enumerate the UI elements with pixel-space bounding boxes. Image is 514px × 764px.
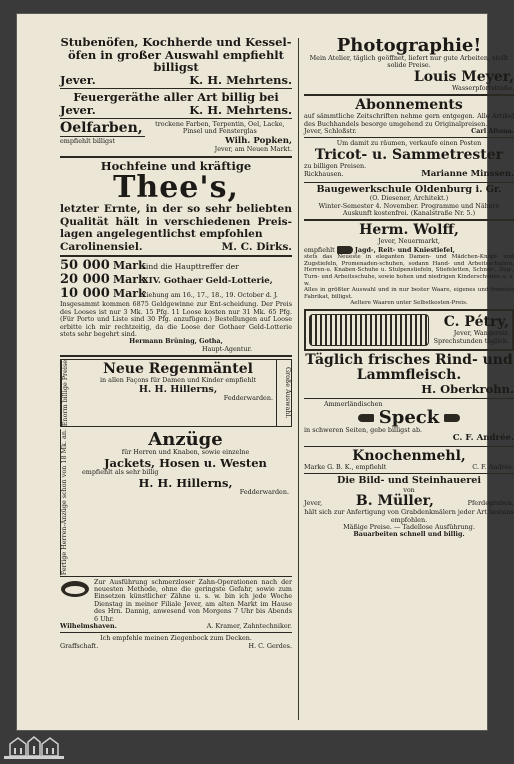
- ad-tea-name: M. C. Dirks.: [221, 240, 292, 253]
- ad-raincoats-text: in allen Façons für Damen und Kinder empfiehlt: [99, 376, 257, 385]
- divider: [60, 255, 292, 257]
- ad-stoves-name: K. H. Mehrtens.: [189, 72, 292, 87]
- divider: [304, 473, 514, 474]
- ad-meat-title: Täglich frisches Rind- und Lammfleisch.: [305, 352, 513, 384]
- ad-paints-name: Wilh. Popken,: [225, 136, 292, 146]
- right-column: [304, 36, 514, 722]
- divider: [60, 355, 292, 357]
- ad-tea-line1: Hochfeine und kräftige: [100, 158, 252, 173]
- ad-shoes-text: stets das Neueste in eleganten Damen- und Mädchen-Knopf- und Zugstiefeln, Promenaden-schuhen, sodann Hand- und Arbeitsschuhen, Herren-u. Knaben-Schuhe u. Stulpenstiefeln, Stiefeletten, Schnür-, Zug-, Turn- und Arbeitsschuhe, sowie hohen und niedrigen Kinderschuhen u. s. w.: [304, 254, 514, 287]
- ad-stoves: [60, 36, 292, 86]
- ad-dentist-petry: [304, 309, 514, 351]
- ad-subscriptions-title: Abonnements: [355, 97, 463, 114]
- divider: [304, 398, 514, 399]
- ad-meat: [304, 353, 514, 396]
- ad-subscriptions-name: Carl Altona.: [471, 127, 514, 136]
- ad-petry-name: C. Pétry,: [443, 314, 509, 331]
- ad-paints-place: Jever, am Neuen Markt.: [214, 145, 292, 154]
- ad-dentist-name: A. Kramer, Zahntechniker.: [206, 622, 292, 631]
- ad-suits-headline: Jackets, Hosen u. Westen: [104, 455, 267, 470]
- ad-stonemason-pre: von: [403, 485, 415, 494]
- ad-fire-tools: [60, 91, 292, 116]
- ad-stonemason-place: Jever,: [304, 499, 323, 508]
- ad-raincoats-name: H. H. Hillerns,: [138, 383, 218, 395]
- ad-tricot-text: zu billigen Preisen.: [304, 161, 367, 170]
- ad-stonemason-name: B. Müller,: [355, 493, 434, 510]
- divider: [304, 137, 514, 138]
- ad-shoes-text2: Alles in größter Auswahl und in nur bester Waare, eigenes und fremdes Fabrikat, billigst.: [304, 287, 514, 300]
- ad-raincoats-title: Neue Regenmäntel: [103, 361, 253, 378]
- ad-paints: [60, 121, 292, 137]
- ad-goat-place: Graffschaft.: [60, 641, 99, 650]
- divider: [304, 219, 514, 221]
- ad-raincoats-place: Fedderwarden.: [223, 394, 273, 403]
- divider: [304, 446, 514, 447]
- ad-bacon-name: C. F. Andrée.: [452, 433, 514, 444]
- ad-bonemeal-title: Knochenmehl,: [352, 447, 466, 464]
- ad-paints-text: trockene Farben, Terpentin, Oel, Lacke, Pinsel und Fensterglas: [155, 120, 285, 136]
- ad-meat-name: H. Oberkrohn.: [421, 382, 514, 397]
- divider: [304, 182, 514, 183]
- ad-subscriptions-place: Jever, Schloßstr.: [304, 127, 357, 136]
- ad-stonemason-head: Die Bild- und Steinhauerei: [337, 475, 481, 487]
- ad-goat: [60, 635, 292, 650]
- lottery-row: 10 000 Mark Ziehung am 16., 17., 18., 19. October d. J.: [60, 286, 278, 302]
- pointing-hand-icon: [444, 414, 460, 422]
- ad-goat-text: Ich empfehle meinen Ziegenbock zum Decken.: [100, 634, 252, 643]
- ad-raincoats-side1: Enorm billige Preise: [61, 360, 80, 426]
- ad-photo-title: Photographie!: [336, 35, 482, 56]
- ad-lottery-sign: Hermann Brüning, Gotha,: [129, 337, 223, 346]
- divider: [60, 156, 292, 158]
- ad-stonemason-text: hält sich zur Anfertigung von Grabdenkmälern jeder Art bestens empfohlen.: [304, 508, 514, 524]
- ad-photo-text: Mein Atelier, täglich geöffnet, liefert nur gute Arbeiten, stellt solide Preise.: [309, 54, 509, 70]
- left-column: [60, 36, 292, 722]
- ad-suits-side: Fertige Herren-Anzüge schon von 18 Mk. an.: [60, 429, 79, 575]
- ad-bacon: [304, 401, 514, 444]
- ad-goat-name: H. C. Gerdes.: [248, 641, 292, 650]
- ad-dentist-text: Zur Ausführung schmerzloser Zahn-Operationen nach der neuesten Methode, ohne die geringste Gefahr, sowie zum Einsetzen künstlicher Zähne u. s. w. bin ich jede Woche Dienstag in meiner Filiale Jever, am alten Markt im Hause des Hrn. Dannig, anwesend von Morgens 7 Uhr bis Abends 6 Uhr.: [94, 577, 292, 623]
- ad-bacon-pre: Ammerländischen: [324, 399, 383, 408]
- pointing-hand-icon: [337, 246, 353, 254]
- ad-suits-place: Fedderwarden.: [239, 488, 289, 497]
- lottery-row: 20 000 Mark XIV. Gothaer Geld-Lotterie,: [60, 272, 273, 288]
- divider: [60, 88, 292, 89]
- ad-lottery-text: Insgesammt kommen 6875 Geldgewinne zur Ent-scheidung. Der Preis des Looses ist nur 3 Mk. 15 Pfg. 11 Loose kosten nur 31 Mk. 65 Pfg. (Für Porto und Liste sind 30 Pfg. anzufügen.) Bestellungen auf Loose erbitte ich mir rechtzeitig, da die Loose der Gothaer Geld-Lotterie stets sehr begehrt sind.: [60, 300, 292, 338]
- pointing-hand-icon: [358, 414, 374, 422]
- ad-building-school-sub: (O. Diesener, Architekt.): [369, 194, 449, 203]
- ad-lottery-sign2: Haupt-Agentur.: [202, 344, 252, 353]
- ad-suits-sub: für Herren und Knaben, sowie einzelne: [121, 448, 250, 457]
- ad-tea-headline: Thee's,: [113, 170, 239, 206]
- ad-shoes-text3: Aeltere Waaren unter Selbstkosten-Preis.: [350, 300, 468, 307]
- divider: [304, 94, 514, 96]
- ad-lottery: [60, 259, 292, 353]
- ad-tea-text: letzter Ernte, in der so sehr beliebten Qualität hält in verschiedenen Preis-lagen angelegentlichst empfohlen: [60, 203, 292, 241]
- ad-stonemason: [304, 476, 514, 539]
- dentures-icon: [60, 579, 90, 599]
- ad-paints-pre: empfiehlt billigst: [60, 137, 115, 145]
- ad-subscriptions: [304, 98, 514, 135]
- column-rule: [298, 38, 299, 720]
- ad-photo-place: Wasserpfortstraße.: [452, 83, 514, 92]
- lottery-row: 50 000 Mark sind die Haupttreffer der: [60, 258, 239, 274]
- ad-stonemason-text3: Bauarbeiten schnell und billig.: [353, 530, 465, 539]
- dentures-icon: [309, 314, 429, 346]
- ad-tricot-name: Marianne Minssen.: [421, 169, 514, 180]
- ad-shoes: [304, 223, 514, 307]
- ad-petry-hours: Sprechstunden täglich.: [433, 336, 509, 345]
- ad-building-school-text: Winter-Semester 4. November. Programme und Nähere Auskunft kostenfrei. (Kanalstraße Nr. 5.): [318, 201, 500, 218]
- ad-suits-pre: empfiehlt als sehr billig: [82, 468, 159, 477]
- ad-suits-name: H. H. Hillerns,: [138, 475, 233, 490]
- ad-paints-head: Oelfarben,: [60, 120, 143, 136]
- ad-shoes-place: Jever, Neuermarkt,: [378, 237, 440, 246]
- divider: [60, 632, 292, 633]
- ad-suits: [60, 429, 292, 576]
- ad-shoes-title: Herm. Wolff,: [359, 222, 459, 239]
- ad-photo: [304, 36, 514, 92]
- ad-dentist-place: Wilhelmshaven.: [60, 622, 117, 631]
- ad-photo-name: Louis Meyer,: [413, 68, 514, 85]
- ad-tricot-title: Tricot- u. Sammetrester: [314, 146, 504, 163]
- ad-building-school-title: Baugewerkschule Oldenburg i. Gr.: [316, 183, 502, 195]
- ad-fire-tools-name: K. H. Mehrtens.: [189, 102, 292, 117]
- ad-building-school: [304, 185, 514, 218]
- newspaper-page: [17, 14, 514, 730]
- ad-petry-place: Jever, Wangerstr.: [453, 329, 509, 338]
- ad-fire-tools-text: Feuergeräthe aller Art billig bei: [73, 90, 279, 104]
- ad-fire-tools-place: Jever.: [60, 102, 96, 117]
- ad-stonemason-street: Pferdegraben,: [467, 499, 514, 508]
- ad-bacon-text: in schweren Seiten, gebe billigst ab.: [304, 425, 423, 434]
- ad-tricot-pre: Um damit zu räumen, verkaufe einen Posten: [336, 139, 482, 148]
- ad-raincoats-side2: Große Auswahl.: [276, 360, 291, 426]
- ad-tricot: [304, 140, 514, 179]
- ad-bonemeal-name: C. F. Andrée.: [472, 462, 514, 471]
- ad-stoves-place: Jever.: [60, 72, 96, 87]
- ad-bonemeal-text: Marke G. B. K., empfiehlt: [304, 462, 387, 471]
- ad-bacon-title: Speck: [378, 406, 440, 428]
- ad-shoes-pre: empfiehlt: [304, 245, 335, 254]
- ad-tea-shop: Carolinensiel.: [60, 240, 143, 253]
- library-logo: [4, 736, 64, 760]
- ad-raincoats: [60, 359, 292, 427]
- ad-dentist: [60, 579, 292, 623]
- ad-bonemeal: [304, 449, 514, 471]
- ad-subscriptions-text: auf sämmtliche Zeitschriften nehme gern entgegen. Alle Artikel des Buchhandels besorge umgehend zu Originalpreisen.: [304, 112, 514, 128]
- ad-tricot-place: Rickhausen.: [304, 170, 344, 179]
- ad-tea: [60, 160, 292, 254]
- divider: [60, 118, 292, 119]
- ad-suits-title: Anzüge: [148, 429, 223, 451]
- ad-shoes-items: Jagd-, Reit- und Kniestiefel,: [354, 245, 455, 254]
- ad-stonemason-text2: Mäßige Preise. — Tadellose Ausführung.: [343, 522, 475, 531]
- ad-stoves-text: Stubenöfen, Kochherde und Kessel-öfen in großer Auswahl empfiehlt billigst: [60, 35, 292, 74]
